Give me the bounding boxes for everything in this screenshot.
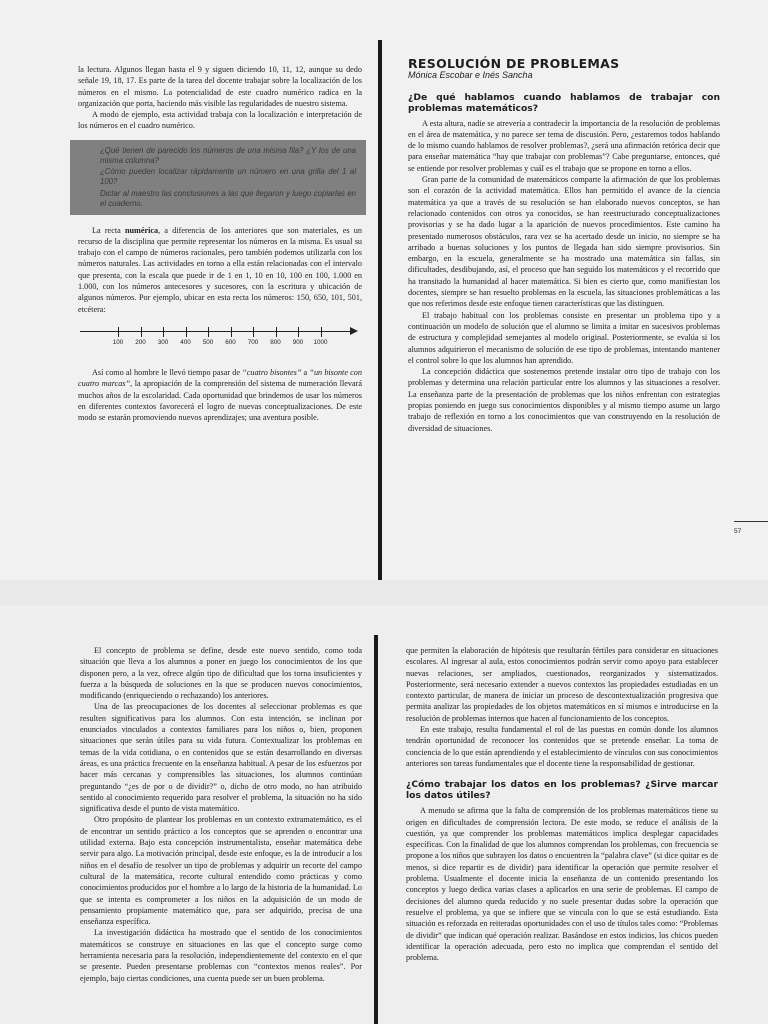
- activity-box: [70, 140, 366, 215]
- number-line-label: 200: [135, 338, 146, 346]
- paragraph: La investigación didáctica ha mostrado que el sentido de los conocimientos matemáticos se construye en situaciones en las que el concepto surge como herramienta necesaria para la resolución, independientemente del contexto en el que se presente. Pueden presentarse problemas con “contextos menos reales”. Por ejemplo, bajo ciertas condiciones, una cuenta puede ser un buen problema.: [80, 928, 362, 983]
- paragraph: A esta altura, nadie se atrevería a contradecir la importancia de la resolución de problemas en el área de matemática, y no parece ser tema de discusión. Pero, ¿estaremos todos hablando de lo mismo cuando hablamos de resolver problemas?, ¿será una afirmación retórica decir que para enseñar matemática “hay que trabajar con problemas”? Cabe preguntarse, entonces, qué se entiende por resolver problemas y cuál es el trabajo que se propone en torno a ellos.: [408, 118, 720, 173]
- number-line-label: 400: [180, 338, 191, 346]
- number-line-tick: [141, 327, 142, 337]
- paragraph: La recta numérica, a diferencia de los anteriores que son materiales, es un recurso de la disciplina que permite representar los números en la misma. Es usual su trabajo con el campo de números racionales, pero también podemos utilizarla con los números naturales. Las actividades en torno a ella están relacionadas con el intervalo que presenta, con la escala que puede ir de 1 en 1, 10 en 10, 100 en 100, 1.000 en 1.000, con los números antecesores y sucesores, con la escritura y ubicación de algunos números. Por ejemplo, ubicar en esta recta los números: 150, 650, 101, 501, etcétera:: [78, 225, 362, 314]
- number-line-label: 700: [247, 338, 259, 346]
- number-line-tick: [321, 327, 322, 337]
- paragraph: que permiten la elaboración de hipótesis que resultarán fértiles para considerar en situaciones escolares. Al ingresar al aula, estos conocimientos podrán servir como apoyo para establecer nuevas relaciones, ser ampliados, cuestionados, reorganizados y sistematizados. Posteriormente, será necesario extender a nuevos contextos las propiedades estudiadas en un contexto particular, de manera de iniciar un proceso de descontextualización progresiva que permita analizar las propiedades de los objetos matemáticos en sí mismos e introducirse en la resolución de problemas internos que hacen al funcionamiento de los conceptos.: [406, 646, 718, 723]
- activity-question: ¿Qué tienen de parecido los números de una misma fila? ¿Y los de una misma columna?: [100, 145, 356, 165]
- number-line-tick: [298, 327, 299, 337]
- bottom-page-spread: [0, 605, 768, 1024]
- paragraph: Gran parte de la comunidad de matemáticos comparte la afirmación de que los problemas son el corazón de la actividad matemática. Ellos han permitido el avance de la ciencia matemática ya que a través de su resolución se han elaborado nuevos conceptos, se han relacionado contenidos con otros ya conocidos, se han reestructurado conceptualizaciones provisorias y se ha dado lugar a la aparición de nuevos procedimientos. Este camino ha presentado numerosos obstáculos, rara vez se ha acertado desde un inicio, no siempre se ha arribado a buenas soluciones y los puntos de llegada han sido siempre provisorios. Sin embargo, en la escuela, generalmente se ha mostrado una matemática sin fallas, sin dificultades, desdibujando, así, el proceso que han seguido los matemáticos y el recorrido que ha transitado la humanidad al hacer matemática. Si bien es cierto que, como manifiestan los docentes, siempre se han resuelto problemas en la escuela, las situaciones problemáticas a las que nos referimos desde este enfoque tienen características que las distinguen.: [408, 175, 720, 309]
- paragraph: Una de las preocupaciones de los docentes al seleccionar problemas es que resulten significativos para los alumnos. Con esta intención, se inclinan por enunciados vinculados a contextos familiares para los niños o, bien, proponen situaciones que serán útiles para su vida futura. Contextualizar los problemas en temas de la vida cotidiana, o en contenidos que se están desarrollando en diversas áreas, es una práctica frecuente en la enseñanza habitual. A pesar de los esfuerzos por hacer más cercanas y comprensibles las situaciones, los alumnos continúan preguntando “¿es de por o de dividir?” o, dicho de otro modo, no han atribuido sentido al conocimiento requerido para resolver el problema, la situación no ha sido significativa desde el punto de vista matemático.: [80, 702, 362, 814]
- number-line: [78, 323, 362, 351]
- number-line-tick: [208, 327, 209, 337]
- page-number: 57: [734, 528, 742, 535]
- number-line-tick: [276, 327, 277, 337]
- activity-question: ¿Cómo pueden localizar rápidamente un número en una grilla del 1 al 100?: [100, 167, 356, 187]
- number-line-tick: [186, 327, 187, 337]
- number-line-label: 100: [112, 338, 124, 346]
- activity-instruction: Dictar al maestro las conclusiones a las que llegaron y luego copiarlas en el cuaderno.: [100, 188, 356, 208]
- paragraph: Así como al hombre le llevó tiempo pasar de “cuatro bisontes” a “un bisonte con cuatro marcas”, la apropiación de la comprensión del sistema de numeración llevará muchos años de la escolaridad. Cada oportunidad que brindemos de usar los números en diferentes contextos favorecerá el logro de nuevas conceptualizaciones. De este modo se estarán promoviendo nuevos aprendizajes; una aventura posible.: [78, 367, 362, 423]
- chapter-title: RESOLUCIÓN DE PROBLEMAS: [408, 56, 620, 71]
- paragraph: El concepto de problema se define, desde este nuevo sentido, como toda situación que lleva a los alumnos a poner en juego los conocimientos de los que disponen pero, a la vez, ofrece algún tipo de dificultad que los torna insuficientes y fuerza a la búsqueda de soluciones en la que se producen nuevos conocimientos, modificando (enriqueciendo o rechazando) los anteriores.: [80, 646, 362, 701]
- right-page-column: [408, 58, 720, 434]
- number-line-label: 800: [270, 338, 281, 346]
- number-line-tick: [231, 327, 232, 337]
- chapter-authors: Mónica Escobar e Inés Sancha: [408, 70, 533, 81]
- paragraph: A modo de ejemplo, esta actividad trabaja con la localización e interpretación de los números en el cuadro numérico.: [78, 110, 362, 131]
- number-line-label: 900: [292, 338, 304, 346]
- page-number-rule: [734, 521, 768, 522]
- left-page-column: [78, 64, 362, 423]
- number-line-tick: [163, 327, 164, 337]
- number-line-label: 500: [202, 338, 214, 346]
- page-gutter: [378, 40, 382, 580]
- arrow-right-icon: [350, 327, 358, 335]
- paragraph: la lectura. Algunos llegan hasta el 9 y siguen diciendo 10, 11, 12, aunque su dedo señale 19, 18, 17. Es parte de la tarea del docente trabajar sobre la localización de los números en el mismo. La potencialidad de este cuadro numérico radica en la organización que porta, haciendo más visible las regularidades de nuestro sistema.: [78, 65, 362, 108]
- page-gutter: [374, 635, 378, 1024]
- paragraph: A menudo se afirma que la falta de comprensión de los problemas matemáticos tiene su origen en dificultades de comprensión lectora. De este modo, se reduce el análisis de la cuestión, ya que comprender los problemas matemáticos implica desplegar capacidades específicas. Con la finalidad de que los alumnos comprendan los problemas, con frecuencia se propone a los niños que subrayen los datos o encuentren la “palabra clave” (si dice quitar es de menos, si dice repartir es de dividir) para identificar la operación que permite resolver el problema. Usualmente el docente inicia la enseñanza de un contenido presentando los conceptos y luego dedica varias clases a aplicarlos en una serie de problemas. El campo de decisiones del alumno queda reducido y no suele presentar dudas sobre la operación que resuelve el problema, ya que se infiere que se vincula con lo que se está estudiando. Esta situación es reforzada en reiteradas oportunidades con el uso de títulos tales como: “Problemas de dividir” que indican qué operación realizar. Basándose en estos indicios, los chicos pueden identificar la operación adecuada, pero esto no implica que comprendan el sentido del problema.: [406, 806, 718, 963]
- paragraph: La concepción didáctica que sostenemos pretende instalar otro tipo de trabajo con los problemas y determina una relación particular entre los alumnos y las situaciones a resolver. La enseñanza parte de la presentación de problemas que los niños enfrentan con estrategias propias poniendo en juego sus conocimientos disponibles y al mismo tiempo asume un largo trabajo de reflexión en torno a los conocimientos que van construyendo en la resolución de diversidad de situaciones.: [408, 367, 720, 433]
- paragraph: El trabajo habitual con los problemas consiste en presentar un problema tipo y a continuación un modelo de solución que el alumno se limita a imitar en sucesivos problemas de estructura y complejidad semejantes al modelo original. Posteriormente, se evalúa si los alumnos adquirieron el mecanismo de solución de ese tipo de problemas, intentando mantener el control sobre lo que los alumnos han aprendido.: [408, 310, 720, 365]
- paragraph: En este trabajo, resulta fundamental el rol de las puestas en común donde los alumnos tendrán oportunidad de reconocer los contenidos que se pretende enseñar. La toma de conciencia de lo que están aprendiendo y el establecimiento de vínculos con sus conocimientos anteriores son tareas fundamentales que el docente tiene la responsabilidad de gestionar.: [406, 725, 718, 768]
- term-bold: numérica: [124, 225, 159, 235]
- number-line-axis: [80, 331, 352, 333]
- number-line-tick: [253, 327, 254, 337]
- right-page-column: [406, 645, 718, 963]
- paragraph: Otro propósito de plantear los problemas en un contexto extramatemático, es el de encontrar un sentido práctico a los conceptos que se aprenden o encontrar una utilidad externa. Bajo esta concepción instrumentalista, enseñar matemática debe servir para algo. La motivación principal, desde este enfoque, es la de introducir a los niños en el desafío de resolver un tipo de problemas y adquirir un recorte del campo cultural de la matemática, recorte cultural entendido como prácticas y como conocimientos producidos por el hombre a lo largo de la historia de la humanidad. Lo que se intenta es comprometer a los niños en la adquisición de un modo de pensamiento propiamente matemático que, para ser adquirido, precisa de una enseñanza específica.: [80, 815, 362, 927]
- number-line-tick: [118, 327, 119, 337]
- left-page-column: [80, 645, 362, 984]
- section-heading: ¿Cómo trabajar los datos en los problemas? ¿Sirve marcar los datos útiles?: [406, 779, 718, 802]
- number-line-label: 600: [225, 338, 236, 346]
- section-heading: ¿De qué hablamos cuando hablamos de trabajar con problemas matemáticos?: [408, 91, 720, 114]
- number-line-label: 300: [157, 338, 169, 346]
- number-line-label: 1000: [313, 338, 328, 346]
